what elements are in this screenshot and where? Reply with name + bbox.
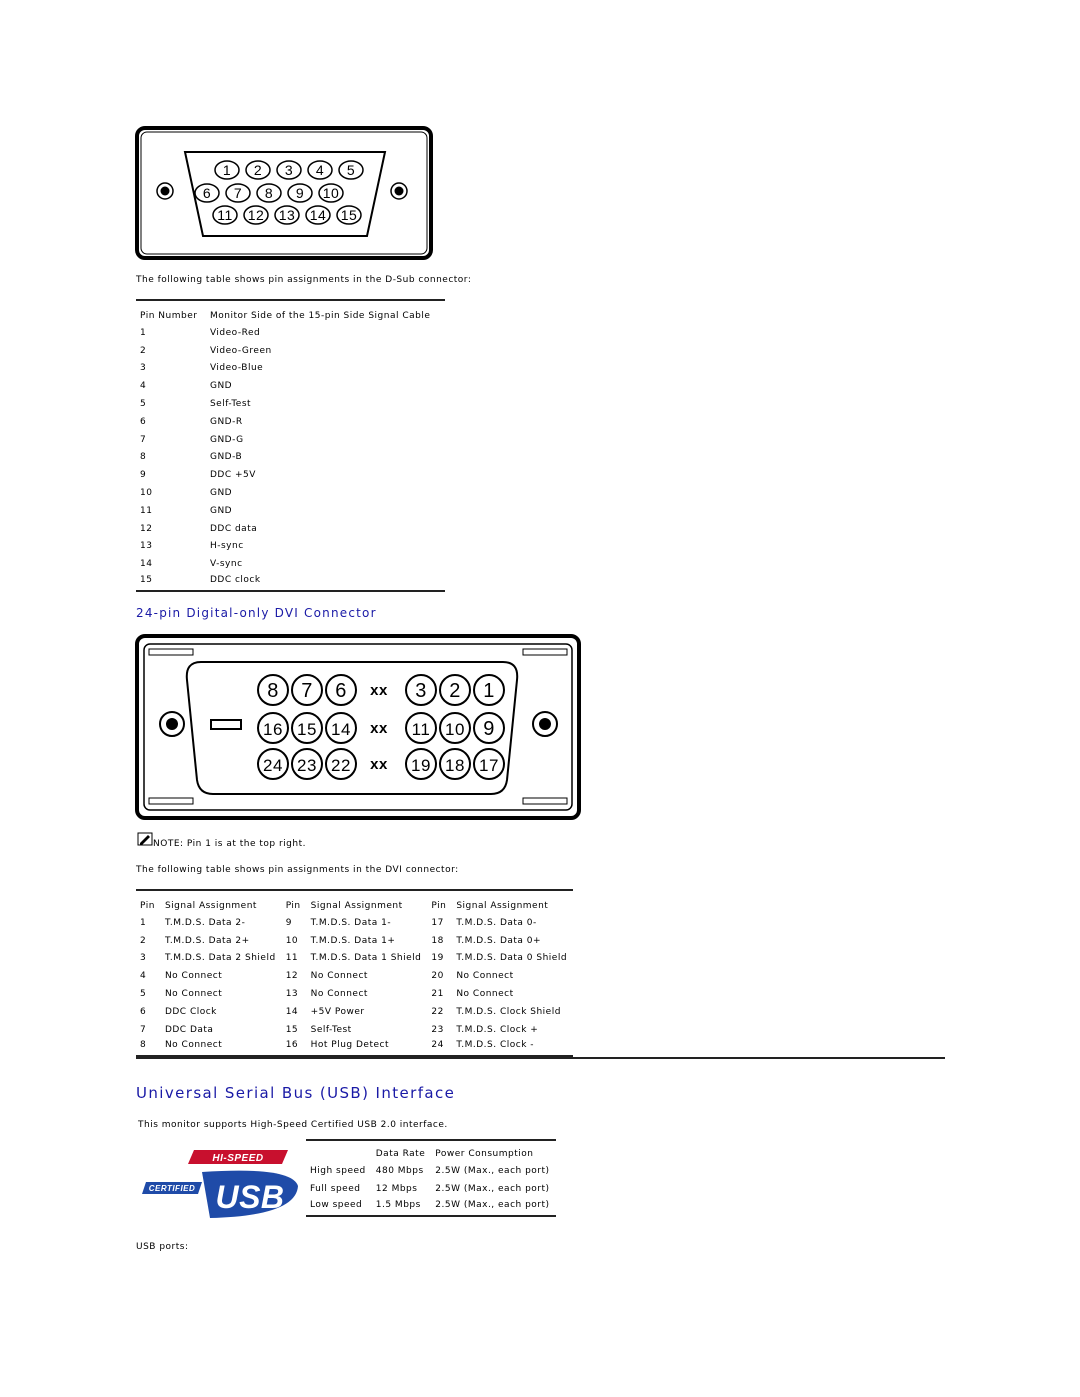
dvi-cell: 16 [285,1039,299,1050]
dvi-pin-absent-mark: xx [370,720,388,737]
dsub-cell: V-sync [209,559,243,570]
dsub-pin-label: 3 [284,162,294,178]
dsub-cell: GND-B [209,452,243,463]
note-icon [137,832,153,846]
dvi-cell: No Connect [456,971,514,982]
table-row [136,573,445,591]
dsub-pin-table [136,299,445,592]
dvi-pin-label: 14 [331,720,351,739]
dvi-cell: 5 [140,989,147,1000]
dsub-cell: 10 [140,488,153,499]
dsub-pin-label: 4 [315,162,325,178]
dsub-cell: DDC data [209,523,258,534]
usb-intro: This monitor supports High-Speed Certified USB 2.0 interface. [138,1120,448,1130]
usb-speed-table [306,1139,556,1217]
usb-logo-tm: TM [266,1214,275,1220]
dvi-pin-label: 22 [331,756,351,775]
usb-cell: 1.5 Mbps [375,1199,421,1210]
table-row [136,555,445,573]
table-row [136,502,445,520]
table-row [136,377,445,395]
dsub-connector-diagram [135,126,433,260]
dvi-cell: No Connect [310,989,368,1000]
usb-header-power: Power Consumption [435,1148,534,1159]
dsub-cell: 13 [140,541,153,552]
dvi-cell: T.M.D.S. Data 0+ [456,935,542,946]
dvi-cell: 12 [285,971,299,982]
dvi-pin-label: 6 [335,680,347,702]
dvi-pin-label: 8 [267,680,279,702]
dvi-cell: 20 [431,971,444,982]
dsub-cell: 7 [140,434,147,445]
dsub-cell: 12 [140,523,153,534]
dvi-pin-absent-mark: xx [370,682,388,699]
dvi-pin-table [136,889,573,1057]
dvi-header-pin-2: Pin [285,900,301,911]
table-row [136,395,445,413]
table-row [136,914,573,932]
dvi-pin-label: 9 [483,718,495,740]
dsub-cell: GND [209,505,233,516]
dvi-cell: 24 [431,1039,444,1050]
dvi-pin-label: 19 [411,756,431,775]
dsub-cell: GND-G [209,434,244,445]
dvi-cell: 8 [140,1039,147,1050]
dsub-header-pin: Pin Number [140,310,198,321]
dsub-cell: DDC +5V [209,470,256,481]
usb-header-blank [306,1140,372,1162]
dsub-pin-label: 1 [222,162,232,178]
dsub-cell: Video-Blue [209,363,264,374]
dsub-cell: GND-R [209,416,243,427]
dvi-cell: T.M.D.S. Data 2 Shield [164,953,276,964]
dsub-header-signal: Monitor Side of the 15-pin Side Signal Cable [209,310,431,321]
dvi-cell: No Connect [164,989,223,1000]
dvi-cell: Hot Plug Detect [310,1039,390,1050]
usb-header-rate: Data Rate [375,1148,426,1159]
dvi-pin-label: 16 [263,720,283,739]
usb-cell: Low speed [310,1199,363,1210]
dvi-header-pin-3: Pin [431,900,447,911]
table-row [136,484,445,502]
dvi-pin-label: 17 [479,756,499,775]
usb-cell: 2.5W (Max., each port) [435,1199,550,1210]
dsub-cell: 11 [140,505,153,516]
dvi-intro: The following table shows pin assignments in the DVI connector: [136,865,459,875]
dsub-pin-label: 2 [253,162,263,178]
dsub-pin-label: 15 [340,207,358,223]
dvi-cell: 21 [431,989,444,1000]
table-row [136,413,445,431]
dvi-cell: 18 [431,935,444,946]
table-row [136,360,445,378]
table-row [136,1021,573,1039]
dvi-cell: 2 [140,935,147,946]
table-row [136,431,445,449]
dsub-cell: 8 [140,452,147,463]
dsub-pin-label: 14 [309,207,327,223]
dvi-cell: 14 [285,1006,299,1017]
section-divider [136,1057,945,1059]
usb-certified-logo [142,1146,302,1222]
dsub-intro: The following table shows pin assignments in the D-Sub connector: [136,275,472,285]
dvi-cell: 19 [431,953,444,964]
dvi-cell: T.M.D.S. Data 0 Shield [456,953,568,964]
usb-cell: 12 Mbps [375,1184,418,1194]
dvi-cell: 10 [285,935,299,946]
dsub-pin-label: 8 [264,185,274,201]
dsub-cell: 5 [140,399,147,410]
dvi-cell: T.M.D.S. Data 0- [456,917,537,928]
dsub-cell: Video-Red [209,327,261,338]
dsub-pin-label: 6 [202,185,212,201]
dvi-cell: DDC Data [164,1024,214,1035]
dvi-cell: DDC Clock [164,1006,217,1017]
usb-cell: 2.5W (Max., each port) [435,1184,550,1194]
dvi-cell: No Connect [164,1039,223,1050]
dvi-cell: 7 [140,1024,147,1035]
table-row [306,1198,556,1216]
dvi-note: NOTE: Pin 1 is at the top right. [153,839,306,849]
dvi-cell: 15 [285,1024,299,1035]
table-row [136,449,445,467]
dsub-cell: Video-Green [209,345,272,356]
dvi-cell: 23 [431,1024,444,1035]
table-row [136,538,445,556]
dvi-cell: No Connect [164,971,223,982]
dvi-cell: T.M.D.S. Data 2- [164,917,246,928]
dsub-cell: 1 [140,327,147,338]
table-row [136,324,445,342]
usb-cell: Full speed [310,1184,361,1194]
dvi-cell: +5V Power [310,1006,365,1017]
dvi-cell: 1 [140,917,147,928]
table-row [306,1162,556,1180]
dvi-pin-label: 11 [411,720,431,739]
table-row [306,1180,556,1198]
dvi-pin-label: 23 [297,756,317,775]
dvi-cell: 13 [285,989,299,1000]
dvi-cell: 17 [431,917,444,928]
dvi-cell: 3 [140,953,147,964]
table-row [136,466,445,484]
dsub-cell: 4 [140,381,147,392]
usb-logo-main-text: USB [215,1179,285,1215]
table-row [136,520,445,538]
dsub-pin-label: 7 [233,185,243,201]
dvi-pin-label: 18 [445,756,465,775]
dvi-cell: T.M.D.S. Data 1+ [310,935,396,946]
dsub-cell: 2 [140,345,147,356]
dsub-pin-label: 5 [346,162,356,178]
dvi-header-signal-2: Signal Assignment [310,900,403,911]
dvi-header-pin-1: Pin [140,900,155,911]
dvi-cell: T.M.D.S. Clock Shield [456,1006,561,1017]
dvi-pin-label: 24 [263,756,283,775]
dsub-cell: H-sync [209,541,244,552]
table-row [136,932,573,950]
dvi-connector-diagram [135,634,581,820]
dvi-pin-absent-mark: xx [370,756,388,773]
dvi-cell: 9 [285,917,292,928]
dsub-pin-label: 9 [295,185,305,201]
table-row [136,342,445,360]
usb-cell: High speed [310,1166,366,1176]
dsub-cell: 14 [140,559,153,570]
dvi-cell: T.M.D.S. Clock + [456,1024,539,1035]
usb-cell: 2.5W (Max., each port) [435,1166,550,1176]
dvi-cell: Self-Test [310,1024,352,1035]
dvi-pin-label: 2 [449,680,461,702]
table-row [136,1003,573,1021]
dvi-cell: T.M.D.S. Data 1- [310,917,392,928]
dvi-pin-label: 15 [297,720,317,739]
dsub-cell: GND [209,488,233,499]
dvi-cell: T.M.D.S. Data 2+ [164,935,250,946]
dvi-pin-label: 10 [445,720,465,739]
table-row [136,950,573,968]
dvi-cell: No Connect [456,989,514,1000]
dsub-cell: DDC clock [209,574,261,585]
dsub-pin-label: 10 [322,185,340,201]
dvi-cell: 4 [140,971,147,982]
dvi-header-signal-3: Signal Assignment [456,900,549,911]
dvi-cell: T.M.D.S. Data 1 Shield [310,953,422,964]
usb-logo-top-text: HI-SPEED [212,1153,264,1164]
dsub-cell: GND [209,381,233,392]
dsub-pin-label: 12 [247,207,265,223]
dvi-cell: No Connect [310,971,368,982]
usb-heading: Universal Serial Bus (USB) Interface [136,1084,456,1102]
table-row [136,967,573,985]
usb-logo-left-text: CERTIFIED [148,1184,196,1193]
dsub-cell: 6 [140,416,147,427]
dsub-cell: 9 [140,470,147,481]
dvi-cell: 6 [140,1006,147,1017]
dvi-pin-label: 7 [301,680,313,702]
dvi-pin-label: 1 [483,680,495,702]
dvi-cell: 11 [285,953,299,964]
usb-ports-label: USB ports: [136,1242,189,1252]
dsub-pin-label: 13 [278,207,296,223]
table-row [136,985,573,1003]
dvi-heading: 24-pin Digital-only DVI Connector [136,606,377,620]
table-row [136,1039,573,1057]
usb-cell: 480 Mbps [375,1166,424,1176]
dsub-pin-label: 11 [217,207,233,223]
dsub-cell: Self-Test [209,399,252,410]
dvi-cell: 22 [431,1006,444,1017]
dvi-cell: T.M.D.S. Clock - [456,1039,535,1050]
dvi-header-signal-1: Signal Assignment [164,900,257,911]
dsub-cell: 15 [140,574,153,585]
dsub-cell: 3 [140,363,147,374]
dvi-pin-label: 3 [415,680,427,702]
